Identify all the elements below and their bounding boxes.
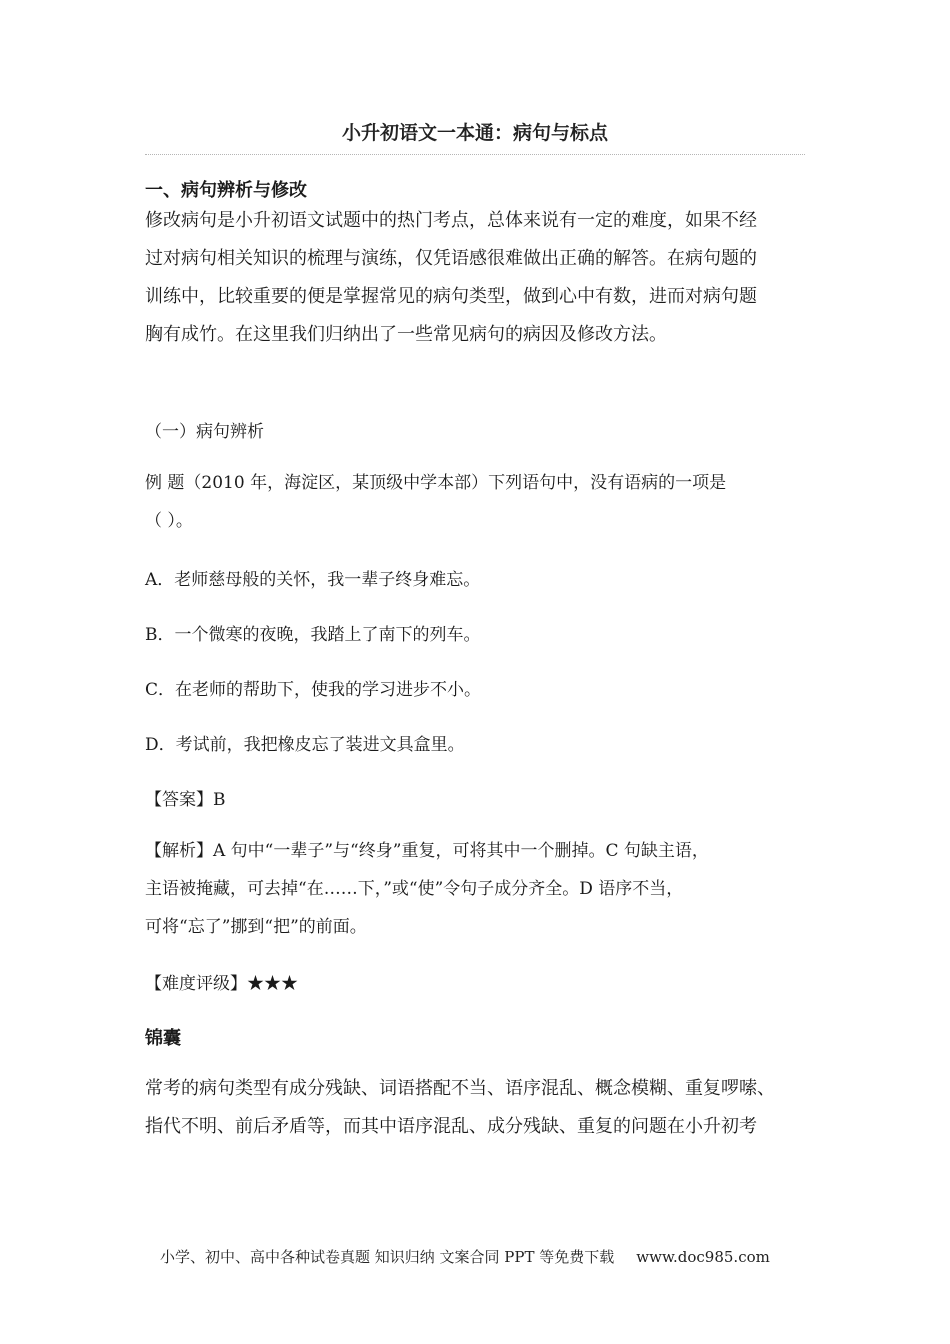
option-a: A．老师慈母般的关怀，我一辈子终身难忘。 [145,570,481,590]
question-line: （ ）。 [145,511,193,531]
option-b: B．一个微寒的夜晚，我踏上了南下的列车。 [145,625,481,645]
footer-text: 小学、初中、高中各种试卷真题 知识归纳 文案合同 PPT 等免费下载 [160,1248,615,1266]
intro-paragraph [145,202,815,354]
document-title: 小升初语文一本通：病句与标点 [341,122,608,144]
option-c: C．在老师的帮助下，使我的学习进步不小。 [145,680,482,700]
tip-paragraph [145,1070,815,1146]
analysis-line: 可将“忘了”挪到“把”的前面。 [145,917,367,937]
intro-line: 胸有成竹。在这里我们归纳出了一些常见病句的病因及修改方法。 [145,324,667,345]
option-d: D．考试前，我把橡皮忘了装进文具盒里。 [145,735,465,755]
tip-heading: 锦囊 [145,1028,181,1049]
intro-line: 训练中，比较重要的便是掌握常见的病句类型，做到心中有数，进而对病句题 [145,286,757,307]
intro-line: 过对病句相关知识的梳理与演练，仅凭语感很难做出正确的解答。在病句题的 [145,248,757,269]
answer-text: 【答案】B [145,790,226,810]
difficulty-rating: 【难度评级】★★★ [145,974,298,994]
intro-line: 修改病句是小升初语文试题中的热门考点，总体来说有一定的难度，如果不经 [145,210,757,231]
subsection-heading: （一）病句辨析 [145,422,264,442]
analysis-paragraph [145,832,815,946]
page-footer [160,1246,770,1267]
title-divider [145,154,805,155]
section-heading: 一、病句辨析与修改 [145,180,307,201]
question-paragraph [145,464,815,540]
tip-line: 指代不明、前后矛盾等，而其中语序混乱、成分残缺、重复的问题在小升初考 [145,1116,757,1137]
question-line: 例 题（2010 年，海淀区，某顶级中学本部）下列语句中，没有语病的一项是 [145,473,727,493]
analysis-line: 主语被掩藏，可去掉“在……下，”或“使”令句子成分齐全。D 语序不当， [145,879,684,899]
analysis-line: 【解析】A 句中“一辈子”与“终身”重复，可将其中一个删掉。C 句缺主语， [145,841,709,861]
footer-url[interactable]: www.doc985.com [636,1248,770,1266]
tip-line: 常考的病句类型有成分残缺、词语搭配不当、语序混乱、概念模糊、重复啰嗦、 [145,1078,775,1099]
